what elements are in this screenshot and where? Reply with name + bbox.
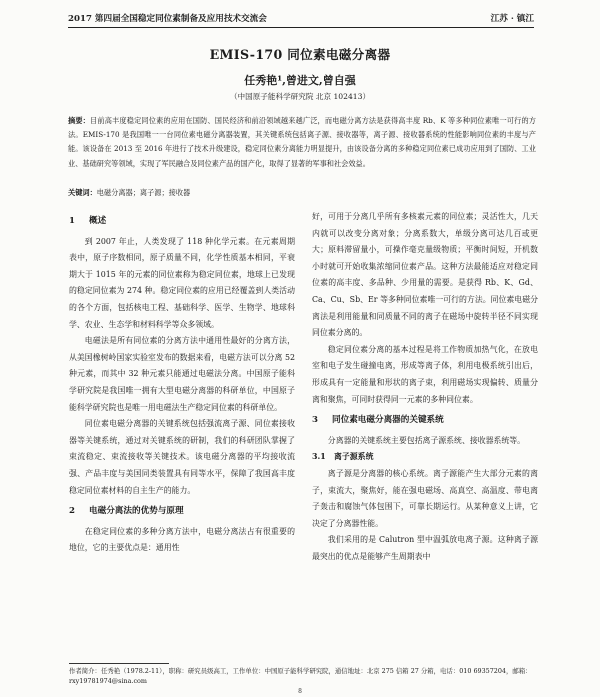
abstract (68, 114, 536, 171)
author-footnote: 作者简介：任秀艳（1978.2-11），职称：研究员级高工，工作单位：中国原子能科学研究院，通信地址：北京 275 信箱 27 分箱，电话：010 69357204，邮箱：rxy19781974@sina.com (69, 667, 532, 685)
left-column (69, 209, 295, 557)
paragraph: 电磁法是所有同位素的分离方法中通用性最好的分离方法，从美国橡树岭国家实验室发布的数据来看，电磁方法可以分离 52 种元素，而其中 32 种元素只能通过电磁法分离。中国原子能科学研究院是我国唯一拥有大型电磁分离器的科研单位，中国原子能科学研究院也是唯一用电磁法生产稳定同位素的科研单位。 (69, 336, 295, 412)
subsection-heading (312, 449, 538, 466)
keywords-text: 电磁分离器；离子源；接收器 (96, 188, 191, 197)
section-heading (312, 412, 538, 429)
page-number: 8 (298, 688, 302, 695)
subsection-number: 3.1 (312, 452, 326, 462)
right-column (312, 209, 538, 565)
section-number: 1 (69, 216, 75, 226)
paragraph: 我们采用的是 Calutron 型中温弧放电离子源。这种离子源最突出的优点是能够产生周期表中 (312, 535, 538, 561)
paragraph: 稳定同位素分离的基本过程是将工作物质加热气化，在放电室和电子发生碰撞电离，形成等离子体，利用电极系统引出后，形成具有一定能量和形状的离子束，利用磁场实现偏转、质量分离和聚焦，可同时获得同一元素的多种同位素。 (312, 344, 538, 404)
section-title: 同位素电磁分离器的关键系统 (332, 415, 444, 426)
footnote-rule (69, 663, 169, 664)
keywords-label: 关键词： (68, 188, 97, 197)
keywords (68, 187, 536, 199)
paragraph: 同位素电磁分离器的关键系统包括强流离子源、同位素接收器等关键系统，通过对关键系统的研制，我们的科研团队掌握了束流稳定、束流接收等关键技术。该电磁分离器的平均接收流强、产品丰度与美国同类装置具有同等水平，保障了我国高丰度稳定同位素材料的自主生产的能力。 (69, 419, 295, 495)
section-heading (69, 503, 295, 520)
conference-location: 江苏 · 镇江 (490, 14, 534, 24)
header-rule (68, 27, 534, 28)
section-heading (69, 213, 295, 230)
paragraph: 离子源是分离器的核心系统。离子源能产生大部分元素的离子，束流大，聚焦好，能在强电磁场、高真空、高温度、带电离子轰击和腐蚀气体包围下，可靠长期运行。从某种意义上讲，它决定了分离器性能。 (312, 468, 538, 528)
affiliation: （中国原子能科学研究院 北京 102413） (229, 92, 371, 101)
running-header (68, 12, 534, 26)
paragraph: 在稳定同位素的多种分离方法中，电磁分离法占有很重要的地位，它的主要优点是：通用性 (69, 526, 295, 553)
abstract-label: 摘要： (68, 116, 91, 125)
section-title: 概述 (89, 216, 107, 226)
section-title: 电磁分离法的优势与原理 (89, 506, 184, 517)
paragraph: 分离器的关键系统主要包括离子源系统、接收器系统等。 (327, 435, 526, 445)
abstract-text: 目前高丰度稳定同位素的应用在国防、国民经济和前沿领域越来越广泛，而电磁分离方法是获得高丰度 Rb、K 等多种同位素唯一可行的方法。EMIS-170 是我国唯一一台同位素电磁分离器装置，其关键系统包括离子源、接收器等，离子源、接收器系统的性能影响同位素的丰度与产能。该设备在 2013 至 2016 年进行了技术升级建设，稳定同位素分离能力明显提升，由该设备分离的多种稳定同位素已成功应用到了国防、工业业、基础研究等领域，实现了军民融合及同位素产品的国产化，取得了显著的军事和社会效益。 (68, 116, 536, 168)
section-number: 3 (312, 415, 318, 426)
paragraph: 到 2007 年止，人类发现了 118 种化学元素。在元素周期表中，原子序数相同，原子质量不同，化学性质基本相同，平衰期大于 1015 年的元素的同位素称为稳定同位素，地球上已发现的稳定同位素为 274 种。稳定同位素的应用已经覆盖到人类活动的各个方面，包括核电工程、基础科学、医学、生物学、地球科学、农业、生态学和材料科学等众多领域。 (69, 236, 295, 329)
paper-title: EMIS-170 同位素电磁分离器 (209, 47, 391, 62)
subsection-title: 离子源系统 (334, 452, 374, 462)
authors: 任秀艳¹,曾进文,曾自强 (244, 74, 356, 87)
paragraph: 好，可用于分离几乎所有多核素元素的同位素；灵活性大，几天内就可以改变分离对象；分离系数大，单级分离可达几百或更大；原料滞留量小，可操作毫克量级物质；平衡时间短，开机数小时就可开始收集浓缩同位素产品。这种方法最能适应对稳定同位素的高丰度、多品种、少用量的需要。是获得 Rb、K、Gd、Ca、Cu、Sb、Er 等多种同位素唯一可行的方法。同位素电磁分离法是利用能量和同质量不同的离子在磁场中旋转半径不同实现同位素分离的。 (312, 212, 538, 338)
section-number: 2 (69, 506, 75, 517)
conference-name: 2017 第四届全国稳定同位素制备及应用技术交流会 (68, 14, 267, 24)
